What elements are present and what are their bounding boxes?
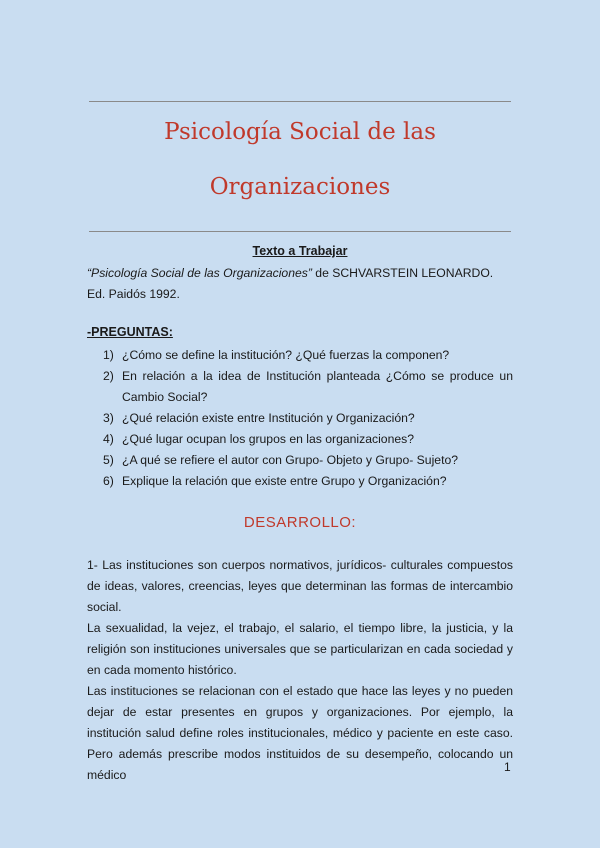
question-number: 2) xyxy=(103,369,114,383)
question-list xyxy=(87,345,513,492)
preguntas-title: -PREGUNTAS: xyxy=(87,325,173,339)
question-number: 1) xyxy=(103,348,114,362)
question-number: 5) xyxy=(103,453,114,467)
question-text: ¿Qué relación existe entre Institución y Organización? xyxy=(122,411,415,425)
question-number: 6) xyxy=(103,474,114,488)
question-number: 4) xyxy=(103,432,114,446)
title-line-1: Psicología Social de las xyxy=(164,119,436,145)
question-item xyxy=(87,408,513,429)
question-item xyxy=(87,471,513,492)
question-text: Explique la relación que existe entre Grupo y Organización? xyxy=(122,474,447,488)
question-text: En relación a la idea de Institución planteada ¿Cómo se produce un Cambio Social? xyxy=(122,369,513,404)
question-text: ¿Qué lugar ocupan los grupos en las organizaciones? xyxy=(122,432,415,446)
body-paragraph: 1- Las instituciones son cuerpos normativos, jurídicos- culturales compuestos de ideas, valores, creencias, leyes que determinan las formas de intercambio social. xyxy=(87,558,513,614)
body-paragraph: Las instituciones se relacionan con el estado que hace las leyes y no pueden dejar de estar presentes en grupos y organizaciones. Por ejemplo, la institución salud define roles institucionales, médico y paciente en este caso. Pero además prescribe modos instituidos de su desempeño, colocando un médico xyxy=(87,684,513,782)
question-item xyxy=(87,366,513,408)
question-item xyxy=(87,429,513,450)
reference-italic: “Psicología Social de las Organizaciones” xyxy=(87,266,312,280)
body-paragraph: La sexualidad, la vejez, el trabajo, el salario, el tiempo libre, la justicia, y la religión son instituciones universales que se particularizan en cada sociedad y en cada momento histórico. xyxy=(87,621,513,677)
question-item xyxy=(87,450,513,471)
question-text: ¿Cómo se define la institución? ¿Qué fuerzas la componen? xyxy=(122,348,450,362)
top-rule xyxy=(89,101,511,102)
question-item xyxy=(87,345,513,366)
texto-heading: Texto a Trabajar xyxy=(252,244,348,258)
page-number: 1 xyxy=(504,760,511,774)
bottom-rule xyxy=(89,231,511,232)
question-number: 3) xyxy=(103,411,114,425)
question-text: ¿A qué se refiere el autor con Grupo- Objeto y Grupo- Sujeto? xyxy=(122,453,459,467)
desarrollo-heading: DESARROLLO: xyxy=(243,514,357,531)
reference-text xyxy=(87,263,513,305)
title-line-2: Organizaciones xyxy=(209,174,391,200)
reference-rest: de SCHVARSTEIN LEONARDO. Ed. Paidós 1992. xyxy=(87,266,494,301)
